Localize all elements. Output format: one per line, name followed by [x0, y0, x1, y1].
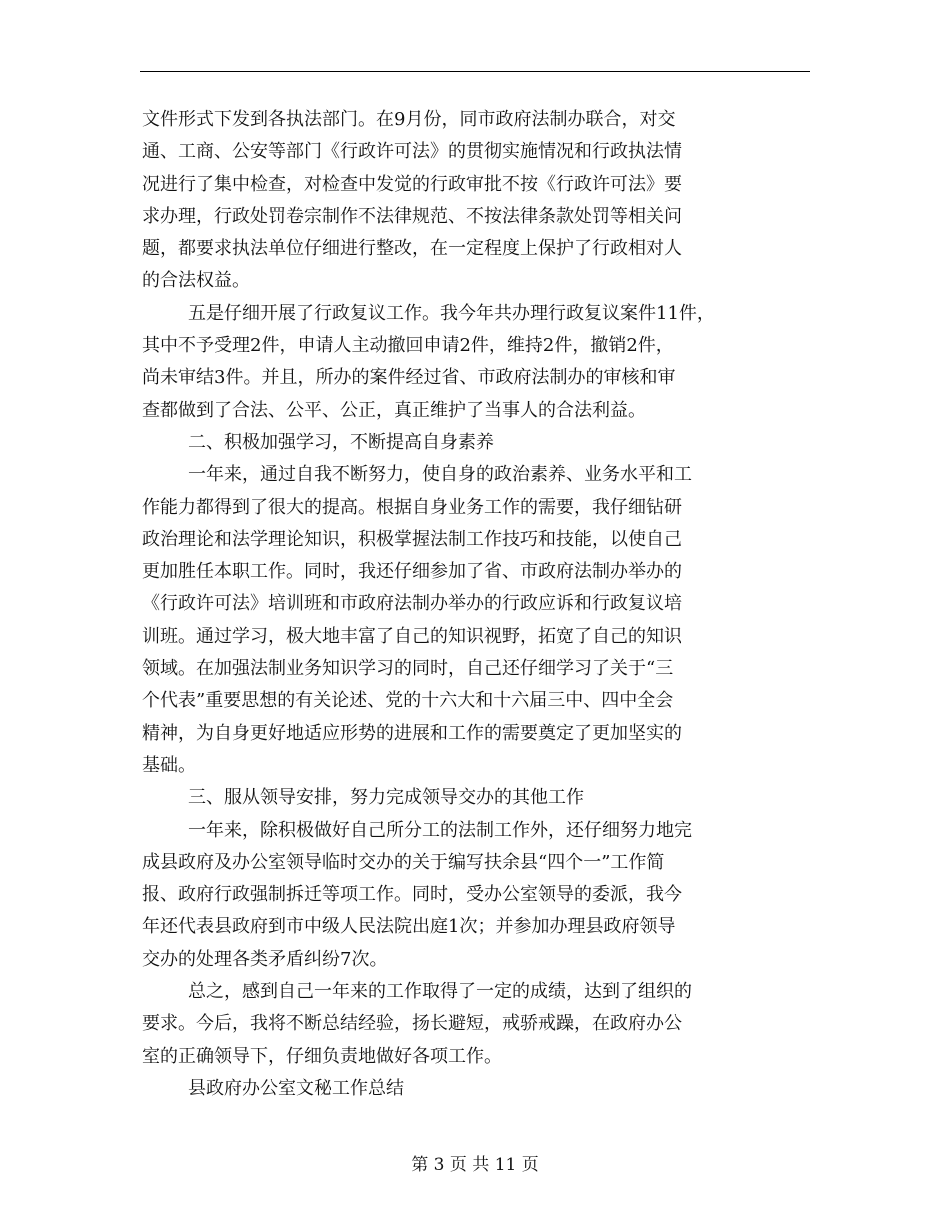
text-line: 求办理，行政处罚卷宗制作不法律规范、不按法律条款处罚等相关问: [142, 205, 682, 227]
text-line: 交办的处理各类矛盾纠纷7次。: [142, 948, 388, 970]
text-line: 五是仔细开展了行政复议工作。我今年共办理行政复议案件11件，: [188, 302, 715, 324]
text-line: 《行政许可法》培训班和市政府法制办举办的行政应诉和行政复议培: [142, 593, 682, 615]
text-line: 尚未审结3件。并且，所办的案件经过省、市政府法制办的审核和审: [142, 367, 676, 389]
text-line: 况进行了集中检查，对检查中发觉的行政审批不按《行政许可法》要: [142, 173, 682, 195]
text-line: 县政府办公室文秘工作总结: [188, 1077, 404, 1099]
text-line: 成县政府及办公室领导临时交办的关于编写扶余县“四个一”工作简: [142, 851, 665, 873]
text-line: 政治理论和法学理论知识，积极掌握法制工作技巧和技能，以使自己: [142, 528, 682, 550]
text-line: 个代表”重要思想的有关论述、党的十六大和十六届三中、四中全会: [142, 690, 674, 712]
text-line: 的合法权益。: [142, 270, 250, 292]
header-rule: [140, 71, 810, 72]
document-body: [142, 104, 814, 1105]
text-line: 年还代表县政府到市中级人民法院出庭1次；并参加办理县政府领导: [142, 916, 676, 938]
page-footer: 第 3 页 共 11 页: [411, 1155, 539, 1175]
text-line: 文件形式下发到各执法部门。在9月份，同市政府法制办联合，对交: [142, 109, 676, 130]
text-line: 其中不予受理2件，申请人主动撤回申请2件，维持2件，撤销2件，: [142, 335, 674, 357]
text-line: 二、积极加强学习，不断提高自身素养: [188, 431, 494, 453]
text-line: 室的正确领导下，仔细负责地做好各项工作。: [142, 1045, 502, 1067]
text-line: 三、服从领导安排，努力完成领导交办的其他工作: [188, 787, 584, 809]
text-line: 精神，为自身更好地适应形势的进展和工作的需要奠定了更加坚实的: [142, 722, 682, 744]
text-line: 基础。: [142, 754, 196, 776]
text-line: 更加胜任本职工作。同时，我还仔细参加了省、市政府法制办举办的: [142, 561, 682, 583]
text-line: 要求。今后，我将不断总结经验，扬长避短，戒骄戒躁，在政府办公: [142, 1013, 682, 1035]
text-line: 报、政府行政强制拆迁等项工作。同时，受办公室领导的委派，我今: [142, 884, 682, 906]
text-line: 题，都要求执法单位仔细进行整改，在一定程度上保护了行政相对人: [142, 238, 682, 260]
text-line: 领域。在加强法制业务知识学习的同时，自己还仔细学习了关于“三: [142, 658, 674, 680]
text-line: 一年来，通过自我不断努力，使自身的政治素养、业务水平和工: [188, 464, 692, 486]
text-line: 一年来，除积极做好自己所分工的法制工作外，还仔细努力地完: [188, 819, 692, 841]
text-line: 训班。通过学习，极大地丰富了自己的知识视野，拓宽了自己的知识: [142, 625, 682, 647]
text-line: 作能力都得到了很大的提高。根据自身业务工作的需要，我仔细钻研: [142, 496, 682, 518]
text-line: 总之，感到自己一年来的工作取得了一定的成绩，达到了组织的: [188, 981, 692, 1003]
text-line: 通、工商、公安等部门《行政许可法》的贯彻实施情况和行政执法情: [142, 141, 682, 163]
text-line: 查都做到了合法、公平、公正，真正维护了当事人的合法利益。: [142, 399, 646, 421]
